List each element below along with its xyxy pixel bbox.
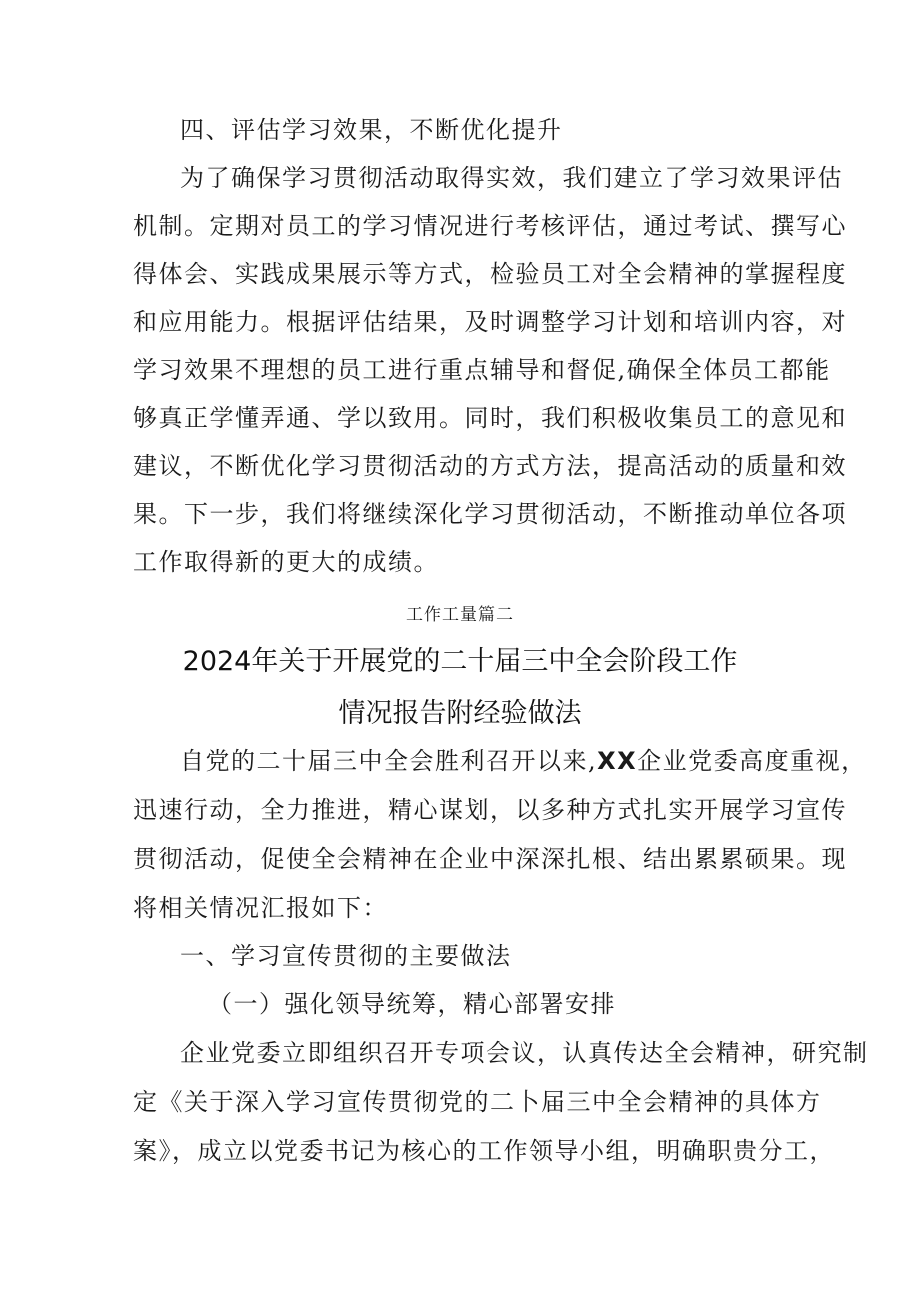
paragraph-line: 和应用能力。根据评估结果，及时调整学习计划和培训内容，对 [133, 308, 847, 336]
paragraph-line: 建议，不断优化学习贯彻活动的方式方法，提高活动的质量和效 [133, 452, 847, 480]
paragraph-line: 机制。定期对员工的学习情况进行考核评估，通过考试、撰写心 [133, 212, 847, 240]
subsection-heading-1: （一）强化领导统筹，精心部署安排 [208, 990, 616, 1018]
paragraph-line: 得体会、实践成果展示等方式，检验员工对全会精神的掌握程度 [133, 260, 847, 288]
paragraph-line: 企业党委立即组织召开专项会议，认真传达全会精神，研究制 [180, 1039, 869, 1067]
paragraph-line: 工作取得新的更大的成绩。 [133, 548, 439, 576]
paragraph-line: 够真正学懂弄通、学以致用。同时，我们积极收集员工的意见和 [133, 404, 847, 432]
paragraph-line: 将相关情况汇报如下： [133, 894, 388, 922]
company-placeholder: XX [597, 747, 638, 775]
paragraph-line: 贯彻活动，促使全会精神在企业中深深扎根、结出累累硕果。现 [133, 845, 847, 873]
paragraph-line: 定《关于深入学习宣传贯彻党的二卜届三中全会精神的具体方 [133, 1088, 822, 1116]
report-title-line-2: 情况报告附经验做法 [338, 698, 582, 729]
paragraph-line: 案》，成立以党委书记为核心的工作领导小组，明确职贵分工， [133, 1137, 835, 1165]
paragraph-line: 为了确保学习贯彻活动取得实效，我们建立了学习效果评估 [180, 164, 843, 192]
paragraph-line: 学习效果不理想的员工进行重点辅导和督促,确保全体员工都能 [133, 356, 831, 384]
section-heading-1: 一、学习宣传贯彻的主要做法 [180, 942, 512, 970]
section-heading-4: 四、评估学习效果，不断优化提升 [180, 116, 563, 144]
paragraph-line: 果。下一步，我们将继续深化学习贯彻活动，不断推动单位各项 [133, 500, 847, 528]
intro-text-before: 自党的二十届三中全会胜利召开以来, [180, 747, 598, 775]
report-title-line-1: 2024年关于开展党的二十届三中全会阶段工作 [182, 646, 738, 677]
intro-first-line [180, 746, 867, 776]
paragraph-line: 迅速行动，全力推进，精心谋划，以多种方式扎实开展学习宣传 [133, 796, 847, 824]
intro-text-after: 企业党委高度重视， [637, 747, 867, 775]
part-label: 工作工量篇二 [406, 605, 514, 625]
